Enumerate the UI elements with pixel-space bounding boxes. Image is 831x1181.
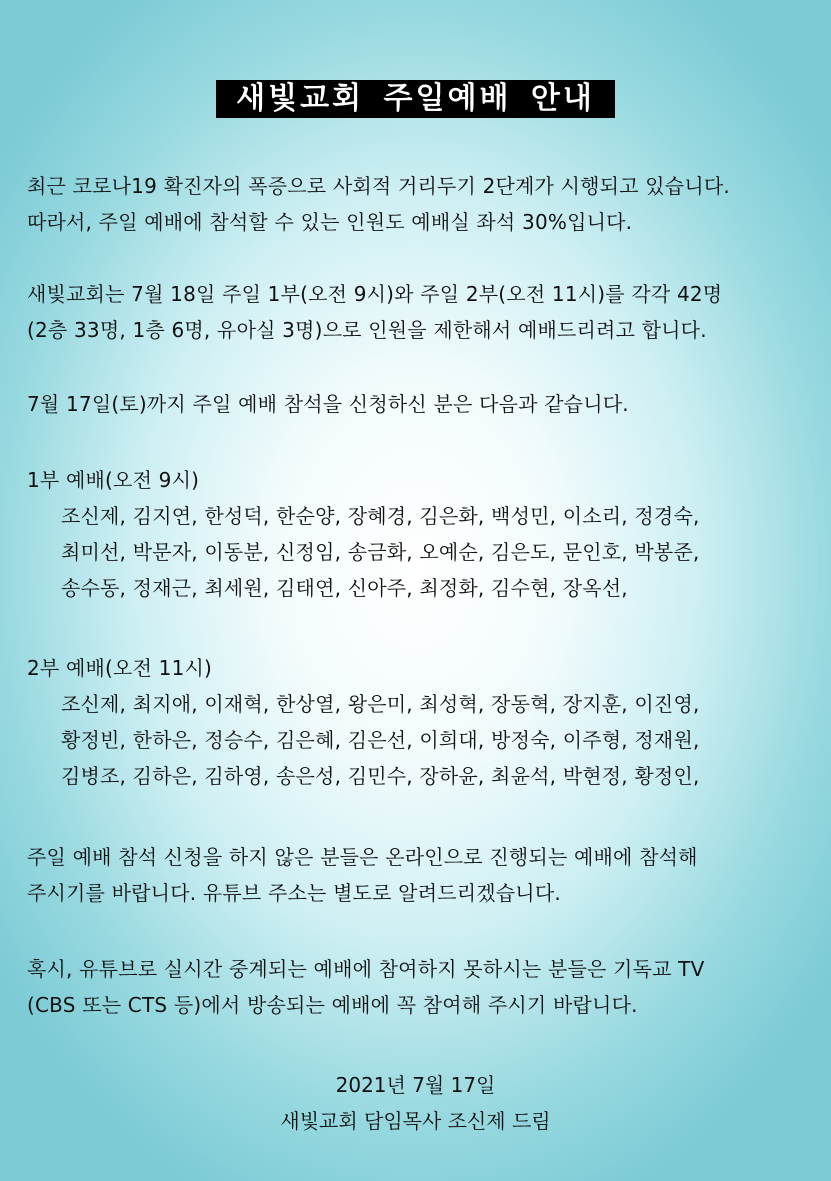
paragraph-line: 따라서, 주일 예배에 참석할 수 있는 인원도 예배실 좌석 30%입니다.: [27, 210, 633, 234]
service2-section: [27, 650, 817, 794]
attendee-line: 황정빈, 한하은, 정승수, 김은혜, 김은선, 이희대, 방정숙, 이주형, 정재원,: [61, 728, 700, 752]
covid-notice-paragraph: [27, 168, 817, 240]
attendee-line: 조신제, 김지연, 한성덕, 한순양, 장혜경, 김은화, 백성민, 이소리, 정경숙,: [61, 504, 700, 528]
footer: [0, 1067, 831, 1139]
attendee-line: 조신제, 최지애, 이재혁, 한상열, 왕은미, 최성혁, 장동혁, 장지훈, 이진영,: [61, 692, 700, 716]
attendee-line: 김병조, 김하은, 김하영, 송은성, 김민수, 장하윤, 최윤석, 박현정, 황정인,: [61, 764, 700, 788]
service1-attendee-list: [27, 498, 817, 606]
paragraph-line: 주시기를 바랍니다. 유튜브 주소는 별도로 알려드리겠습니다.: [27, 881, 561, 905]
attendee-intro-paragraph: [27, 386, 817, 422]
attendee-line: 최미선, 박문자, 이동분, 신정임, 송금화, 오예순, 김은도, 문인호, 박봉준,: [61, 540, 700, 564]
online-worship-paragraph: [27, 839, 817, 911]
paragraph-line: 혹시, 유튜브로 실시간 중계되는 예배에 참여하지 못하시는 분들은 기독교 TV: [27, 957, 705, 981]
service2-heading: 2부 예배(오전 11시): [27, 656, 213, 680]
title-wrapper: [0, 80, 831, 118]
service2-attendee-list: [27, 686, 817, 794]
paragraph-line: 새빛교회는 7월 18일 주일 1부(오전 9시)와 주일 2부(오전 11시)를 각각 42명: [27, 282, 723, 306]
service1-section: [27, 462, 817, 606]
paragraph-line: 주일 예배 참석 신청을 하지 않은 분들은 온라인으로 진행되는 예배에 참석해: [27, 845, 698, 869]
tv-broadcast-paragraph: [27, 951, 817, 1023]
attendee-line: 송수동, 정재근, 최세원, 김태연, 신아주, 최정화, 김수현, 장옥선,: [61, 576, 628, 600]
page-title: 새빛교회 주일예배 안내: [216, 80, 615, 118]
capacity-paragraph: [27, 276, 817, 348]
paragraph-line: 최근 코로나19 확진자의 폭증으로 사회적 거리두기 2단계가 시행되고 있습니다.: [27, 174, 730, 198]
paragraph-line: (2층 33명, 1층 6명, 유아실 3명)으로 인원을 제한해서 예배드리려고 합니다.: [27, 318, 707, 342]
notice-date: 2021년 7월 17일: [335, 1073, 496, 1097]
paragraph-line: (CBS 또는 CTS 등)에서 방송되는 예배에 꼭 참여해 주시기 바랍니다.: [27, 993, 638, 1017]
paragraph-line: 7월 17일(토)까지 주일 예배 참석을 신청하신 분은 다음과 같습니다.: [27, 392, 629, 416]
pastor-signature: 새빛교회 담임목사 조신제 드림: [280, 1109, 551, 1133]
service1-heading: 1부 예배(오전 9시): [27, 468, 200, 492]
